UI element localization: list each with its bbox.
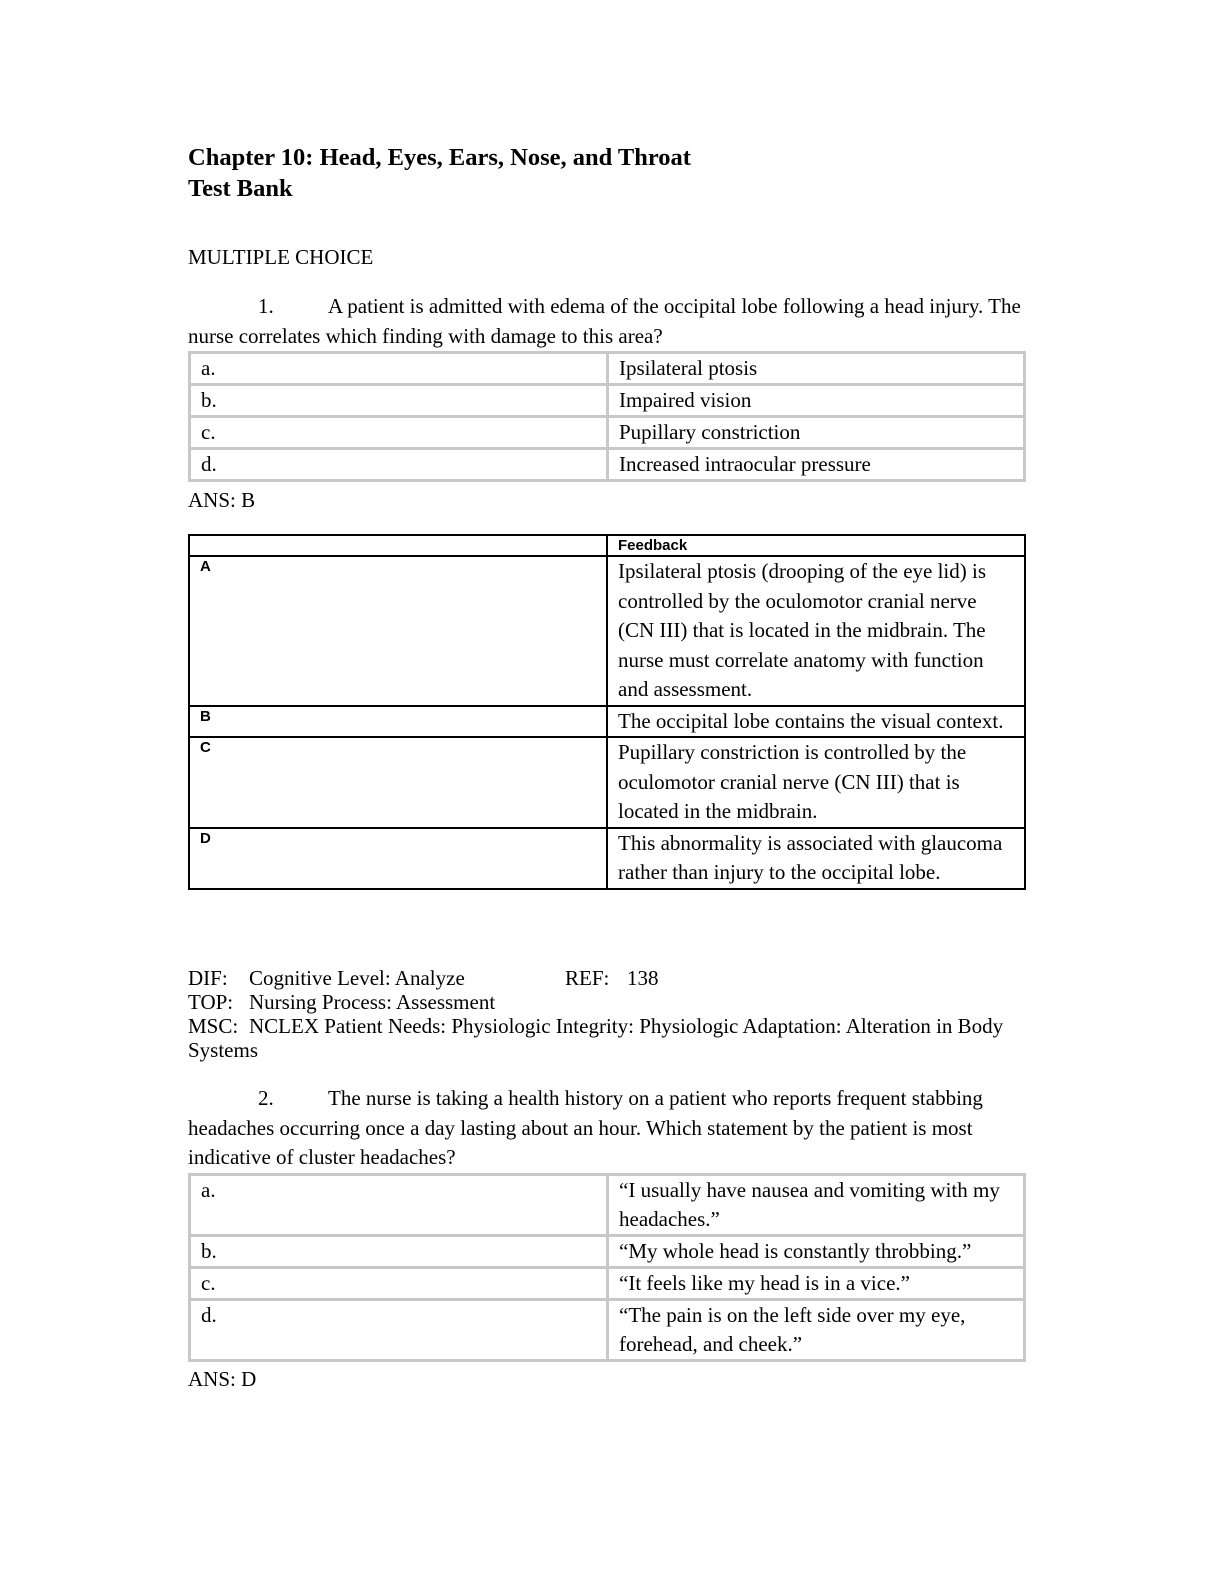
option-row: a. Ipsilateral ptosis xyxy=(190,353,1025,385)
question-1 xyxy=(188,292,1026,482)
feedback-row: B The occipital lobe contains the visual context. xyxy=(189,706,1025,738)
option-row: a. “I usually have nausea and vomiting with my headaches.” xyxy=(190,1174,1025,1235)
document-heading xyxy=(188,142,1026,204)
option-row: c. Pupillary constriction xyxy=(190,417,1025,449)
options-table xyxy=(188,351,1026,482)
options-table xyxy=(188,1173,1026,1362)
section-heading: MULTIPLE CHOICE xyxy=(188,245,374,269)
feedback-table-wrap xyxy=(188,534,1026,890)
option-row: d. Increased intraocular pressure xyxy=(190,449,1025,481)
feedback-row: C Pupillary constriction is controlled by the oculomotor cranial nerve (CN III) that is located in the midbrain. xyxy=(189,737,1025,828)
chapter-title: Chapter 10: Head, Eyes, Ears, Nose, and Throat xyxy=(188,144,691,171)
feedback-table xyxy=(188,534,1026,890)
question-stem: 2. The nurse is taking a health history on a patient who reports frequent stabbing headaches occurring once a day lasting about an hour. Which statement by the patient is most indicative of cluster headaches? xyxy=(188,1086,983,1169)
test-bank-subtitle: Test Bank xyxy=(188,175,293,202)
option-row: d. “The pain is on the left side over my eye, forehead, and cheek.” xyxy=(190,1299,1025,1360)
option-row: b. Impaired vision xyxy=(190,385,1025,417)
option-row: c. “It feels like my head is in a vice.” xyxy=(190,1267,1025,1299)
feedback-row: A Ipsilateral ptosis (drooping of the eye lid) is controlled by the oculomotor cranial nerve (CN III) that is located in the midbrain. The nurse must correlate anatomy with function and assessment. xyxy=(189,556,1025,706)
answer-1: ANS: B xyxy=(188,488,256,512)
feedback-row: D This abnormality is associated with glaucoma rather than injury to the occipital lobe. xyxy=(189,828,1025,889)
answer-2: ANS: D xyxy=(188,1367,257,1391)
question-2 xyxy=(188,1084,1026,1362)
question-1-metadata: DIF: Cognitive Level: Analyze REF: 138 TOP: Nursing Process: Assessment MSC: NCLEX Patient Needs: Physiologic Integrity: Physiologic Adaptation: Alteration in Body Systems xyxy=(188,966,1004,1062)
option-row: b. “My whole head is constantly throbbing.” xyxy=(190,1235,1025,1267)
feedback-header-row: Feedback xyxy=(189,535,1025,556)
question-stem: 1. A patient is admitted with edema of the occipital lobe following a head injury. The nurse correlates which finding with damage to this area? xyxy=(188,294,1021,348)
